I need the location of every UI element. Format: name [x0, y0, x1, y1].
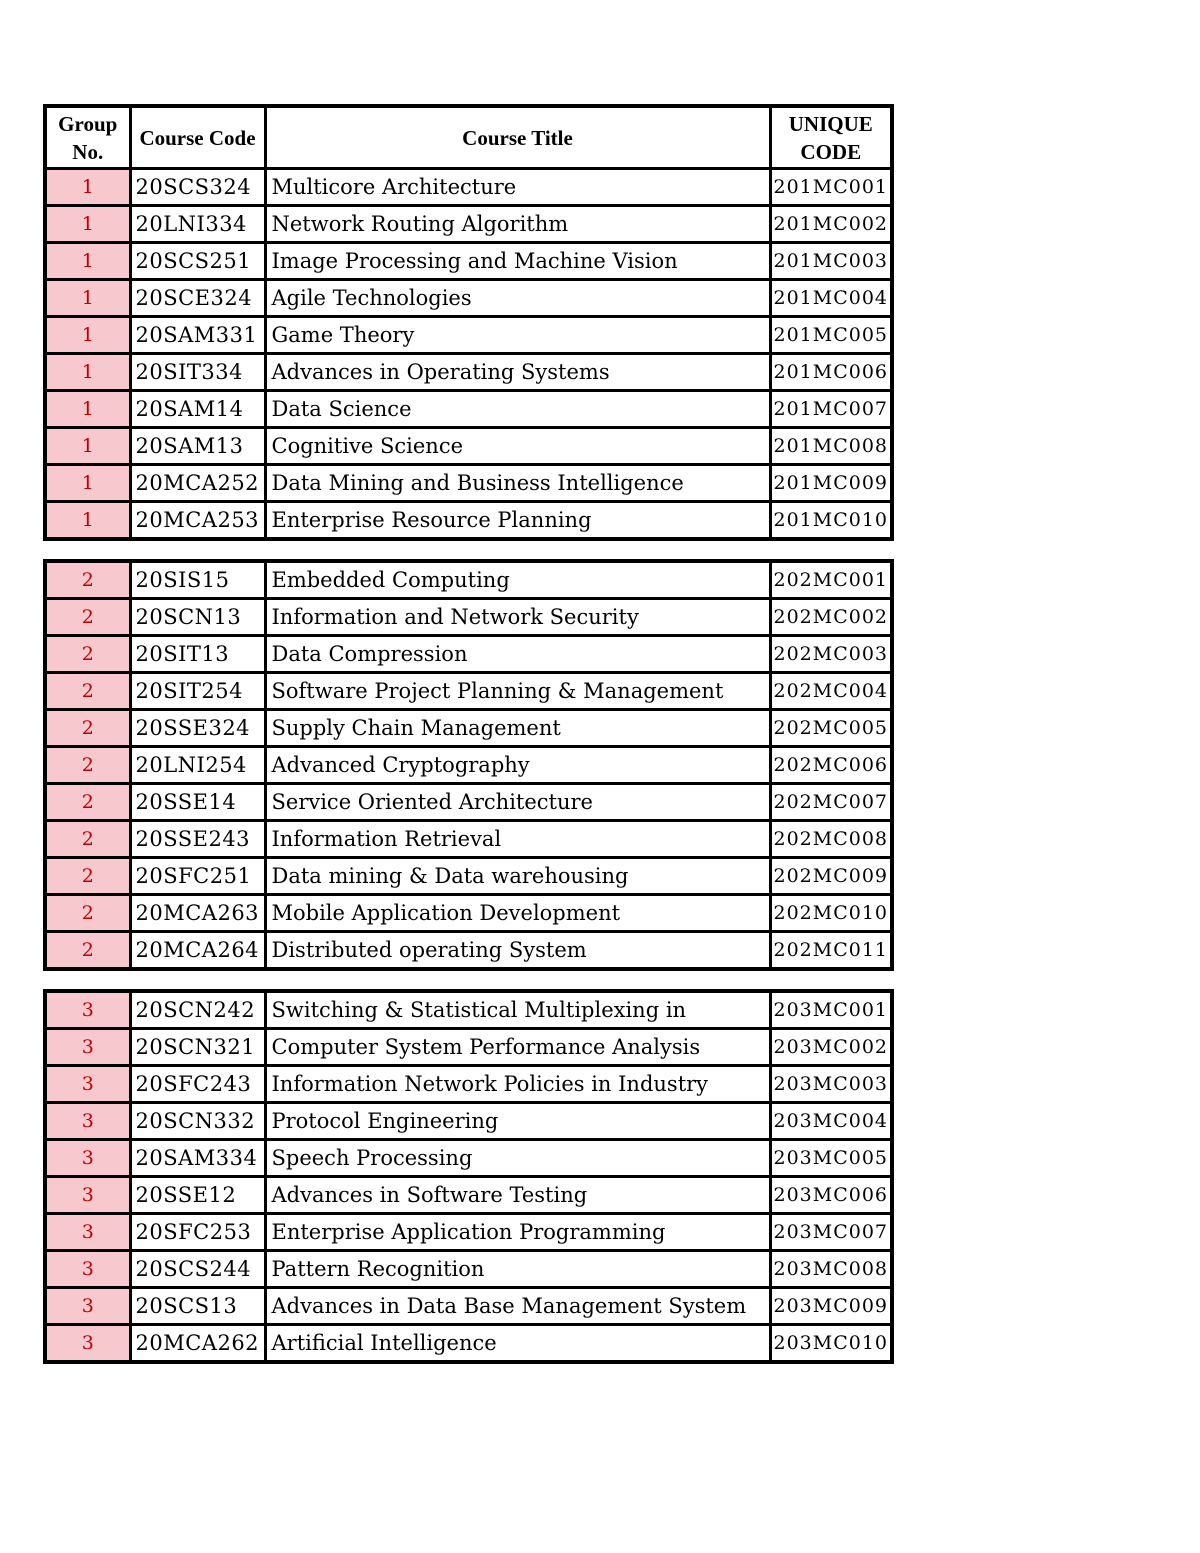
unique-code-cell: 201MC003 — [770, 243, 892, 280]
unique-code-cell: 203MC009 — [770, 1288, 892, 1325]
header-course-code: Course Code — [130, 106, 265, 169]
table-row — [45, 1251, 892, 1288]
group-no-cell: 3 — [45, 991, 130, 1029]
table-row — [45, 561, 892, 599]
group-no-cell: 2 — [45, 636, 130, 673]
course-code-cell: 20LNI254 — [130, 747, 265, 784]
group-no-cell: 1 — [45, 243, 130, 280]
unique-code-cell: 202MC006 — [770, 747, 892, 784]
unique-code-cell: 203MC010 — [770, 1325, 892, 1363]
group-no-cell: 3 — [45, 1214, 130, 1251]
course-code-cell: 20SFC251 — [130, 858, 265, 895]
course-title-cell: Computer System Performance Analysis — [265, 1029, 770, 1066]
unique-code-cell: 203MC002 — [770, 1029, 892, 1066]
unique-code-cell: 201MC002 — [770, 206, 892, 243]
group-no-cell: 3 — [45, 1140, 130, 1177]
group-no-cell: 1 — [45, 169, 130, 206]
table-row — [45, 243, 892, 280]
unique-code-cell: 202MC003 — [770, 636, 892, 673]
group-no-cell: 1 — [45, 391, 130, 428]
course-code-cell: 20SAM13 — [130, 428, 265, 465]
table-row — [45, 1029, 892, 1066]
course-code-cell: 20SCS251 — [130, 243, 265, 280]
table-row — [45, 747, 892, 784]
course-title-cell: Enterprise Resource Planning — [265, 502, 770, 540]
table-row — [45, 1214, 892, 1251]
course-code-cell: 20MCA262 — [130, 1325, 265, 1363]
table-row — [45, 354, 892, 391]
table-row — [45, 784, 892, 821]
course-title-cell: Network Routing Algorithm — [265, 206, 770, 243]
group-no-cell: 3 — [45, 1103, 130, 1140]
course-sheet — [43, 104, 890, 1382]
unique-code-cell: 201MC006 — [770, 354, 892, 391]
table-row — [45, 206, 892, 243]
unique-code-cell: 202MC007 — [770, 784, 892, 821]
course-title-cell: Advanced Cryptography — [265, 747, 770, 784]
table-row — [45, 1066, 892, 1103]
course-code-cell: 20SSE324 — [130, 710, 265, 747]
group-no-cell: 2 — [45, 599, 130, 636]
unique-code-cell: 202MC001 — [770, 561, 892, 599]
table-row — [45, 599, 892, 636]
table-row — [45, 317, 892, 354]
course-title-cell: Agile Technologies — [265, 280, 770, 317]
group-no-cell: 1 — [45, 502, 130, 540]
unique-code-cell: 202MC002 — [770, 599, 892, 636]
group-no-cell: 2 — [45, 932, 130, 970]
course-code-cell: 20SCS13 — [130, 1288, 265, 1325]
table-row — [45, 169, 892, 206]
table-row — [45, 932, 892, 970]
unique-code-cell: 203MC008 — [770, 1251, 892, 1288]
course-title-cell: Mobile Application Development — [265, 895, 770, 932]
header-unique-code: UNIQUE CODE — [770, 106, 892, 169]
course-title-cell: Information Retrieval — [265, 821, 770, 858]
course-title-cell: Image Processing and Machine Vision — [265, 243, 770, 280]
course-title-cell: Artificial Intelligence — [265, 1325, 770, 1363]
group-no-cell: 2 — [45, 673, 130, 710]
unique-code-cell: 203MC007 — [770, 1214, 892, 1251]
table-row — [45, 710, 892, 747]
course-code-cell: 20SAM331 — [130, 317, 265, 354]
course-table-group-2 — [43, 559, 894, 971]
group-no-cell: 1 — [45, 465, 130, 502]
course-code-cell: 20MCA253 — [130, 502, 265, 540]
course-code-cell: 20MCA252 — [130, 465, 265, 502]
unique-code-cell: 201MC009 — [770, 465, 892, 502]
unique-code-cell: 201MC008 — [770, 428, 892, 465]
table-row — [45, 636, 892, 673]
table-row — [45, 991, 892, 1029]
table-row — [45, 1140, 892, 1177]
course-code-cell: 20SAM334 — [130, 1140, 265, 1177]
course-title-cell: Advances in Operating Systems — [265, 354, 770, 391]
group-no-cell: 1 — [45, 280, 130, 317]
unique-code-cell: 201MC001 — [770, 169, 892, 206]
course-title-cell: Embedded Computing — [265, 561, 770, 599]
table-row — [45, 895, 892, 932]
course-title-cell: Speech Processing — [265, 1140, 770, 1177]
course-code-cell: 20SSE243 — [130, 821, 265, 858]
table-header-row — [45, 106, 892, 169]
course-title-cell: Pattern Recognition — [265, 1251, 770, 1288]
course-code-cell: 20SSE12 — [130, 1177, 265, 1214]
course-title-cell: Service Oriented Architecture — [265, 784, 770, 821]
table-row — [45, 465, 892, 502]
course-code-cell: 20SSE14 — [130, 784, 265, 821]
table-row — [45, 858, 892, 895]
course-title-cell: Data Compression — [265, 636, 770, 673]
course-title-cell: Distributed operating System — [265, 932, 770, 970]
unique-code-cell: 203MC004 — [770, 1103, 892, 1140]
course-code-cell: 20SCN13 — [130, 599, 265, 636]
unique-code-cell: 203MC003 — [770, 1066, 892, 1103]
course-title-cell: Enterprise Application Programming — [265, 1214, 770, 1251]
group-no-cell: 3 — [45, 1029, 130, 1066]
course-title-cell: Game Theory — [265, 317, 770, 354]
group-no-cell: 1 — [45, 317, 130, 354]
course-title-cell: Protocol Engineering — [265, 1103, 770, 1140]
course-code-cell: 20SCN332 — [130, 1103, 265, 1140]
course-title-cell: Software Project Planning & Management — [265, 673, 770, 710]
unique-code-cell: 201MC010 — [770, 502, 892, 540]
unique-code-cell: 201MC005 — [770, 317, 892, 354]
group-no-cell: 3 — [45, 1177, 130, 1214]
table-row — [45, 821, 892, 858]
group-no-cell: 1 — [45, 428, 130, 465]
course-code-cell: 20SIT13 — [130, 636, 265, 673]
course-code-cell: 20SCN321 — [130, 1029, 265, 1066]
course-code-cell: 20SCN242 — [130, 991, 265, 1029]
header-group-no: Group No. — [45, 106, 130, 169]
course-title-cell: Advances in Software Testing — [265, 1177, 770, 1214]
unique-code-cell: 202MC011 — [770, 932, 892, 970]
course-code-cell: 20MCA263 — [130, 895, 265, 932]
course-table-group-3 — [43, 989, 894, 1364]
unique-code-cell: 202MC008 — [770, 821, 892, 858]
group-no-cell: 3 — [45, 1325, 130, 1363]
course-table-group-1 — [43, 104, 894, 541]
group-no-cell: 3 — [45, 1066, 130, 1103]
group-no-cell: 2 — [45, 747, 130, 784]
group-no-cell: 2 — [45, 561, 130, 599]
course-code-cell: 20SCS324 — [130, 169, 265, 206]
unique-code-cell: 203MC006 — [770, 1177, 892, 1214]
course-title-cell: Data mining & Data warehousing — [265, 858, 770, 895]
course-code-cell: 20SFC243 — [130, 1066, 265, 1103]
course-code-cell: 20SCE324 — [130, 280, 265, 317]
course-title-cell: Data Science — [265, 391, 770, 428]
course-code-cell: 20SAM14 — [130, 391, 265, 428]
course-title-cell: Multicore Architecture — [265, 169, 770, 206]
group-no-cell: 1 — [45, 206, 130, 243]
table-row — [45, 280, 892, 317]
group-no-cell: 3 — [45, 1288, 130, 1325]
table-row — [45, 502, 892, 540]
course-code-cell: 20MCA264 — [130, 932, 265, 970]
unique-code-cell: 201MC004 — [770, 280, 892, 317]
course-code-cell: 20LNI334 — [130, 206, 265, 243]
unique-code-cell: 201MC007 — [770, 391, 892, 428]
group-no-cell: 1 — [45, 354, 130, 391]
group-no-cell: 2 — [45, 895, 130, 932]
group-no-cell: 2 — [45, 821, 130, 858]
course-title-cell: Information and Network Security — [265, 599, 770, 636]
course-code-cell: 20SFC253 — [130, 1214, 265, 1251]
course-title-cell: Information Network Policies in Industry — [265, 1066, 770, 1103]
unique-code-cell: 203MC005 — [770, 1140, 892, 1177]
course-code-cell: 20SIT254 — [130, 673, 265, 710]
group-no-cell: 3 — [45, 1251, 130, 1288]
unique-code-cell: 202MC010 — [770, 895, 892, 932]
group-no-cell: 2 — [45, 710, 130, 747]
course-code-cell: 20SIS15 — [130, 561, 265, 599]
course-title-cell: Advances in Data Base Management System — [265, 1288, 770, 1325]
table-row — [45, 428, 892, 465]
table-row — [45, 1177, 892, 1214]
group-no-cell: 2 — [45, 858, 130, 895]
table-row — [45, 1288, 892, 1325]
course-title-cell: Cognitive Science — [265, 428, 770, 465]
unique-code-cell: 202MC004 — [770, 673, 892, 710]
table-row — [45, 673, 892, 710]
unique-code-cell: 203MC001 — [770, 991, 892, 1029]
course-code-cell: 20SIT334 — [130, 354, 265, 391]
course-title-cell: Data Mining and Business Intelligence — [265, 465, 770, 502]
header-course-title: Course Title — [265, 106, 770, 169]
course-title-cell: Supply Chain Management — [265, 710, 770, 747]
unique-code-cell: 202MC005 — [770, 710, 892, 747]
table-row — [45, 1103, 892, 1140]
table-row — [45, 1325, 892, 1363]
group-no-cell: 2 — [45, 784, 130, 821]
course-title-cell: Switching & Statistical Multiplexing in — [265, 991, 770, 1029]
table-row — [45, 391, 892, 428]
course-code-cell: 20SCS244 — [130, 1251, 265, 1288]
unique-code-cell: 202MC009 — [770, 858, 892, 895]
